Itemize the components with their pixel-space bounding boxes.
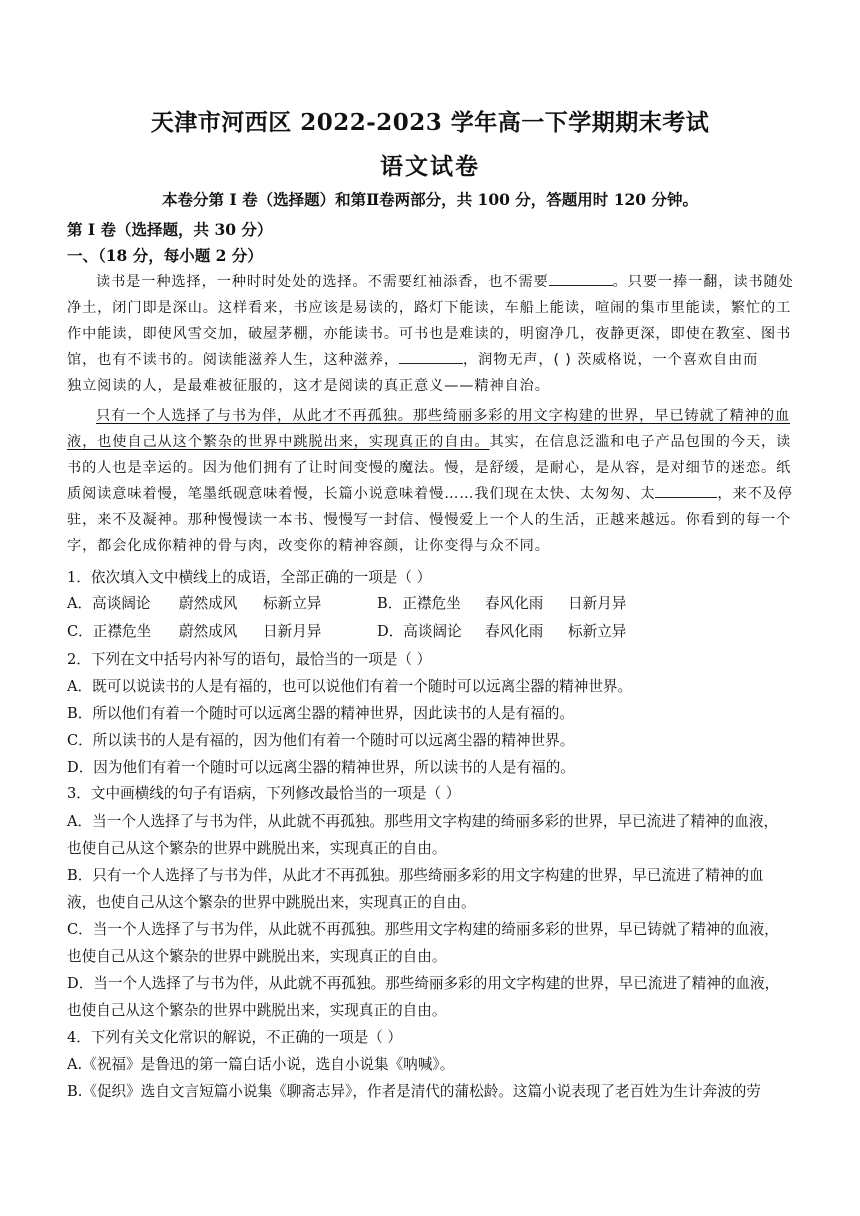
q2-option-b[interactable]: B．所以他们有着一个随时可以远离尘器的精神世界，因此读书的人是有福的。 [67,705,574,722]
q2-option-c[interactable]: C．所以读书的人是有福的，因为他们有着一个随时可以远离尘器的精神世界。 [67,732,575,749]
passage-text: 质阅读意味着慢，笔墨纸砚意味着慢，长篇小说意味着慢……我们现在太快、太匆匆、太 [67,486,656,502]
q1-option-c-term: 日新月异 [263,623,322,640]
passage-line: 书的人也是幸运的。因为他们拥有了让时间变慢的魔法。慢，是舒缓，是耐心，是从容，是对细节的迷恋。纸 [67,460,792,476]
q2-option-a[interactable]: A．既可以说读书的人是有福的，也可以说他们有着一个随时可以远离尘器的精神世界。 [67,678,633,695]
q4-option-a[interactable]: A.《祝福》是鲁迅的第一篇白话小说，选自小说集《呐喊》。 [67,1056,455,1073]
q2-option-d[interactable]: D．因为他们有着一个随时可以远离尘器的精神世界，所以读书的人是有福的。 [67,759,575,776]
passage-line [67,431,795,451]
question-stem: 4．下列有关文化常识的解说，不正确的一项是（ ） [67,1029,402,1046]
passage-line: 独立阅读的人，是最难被征服的，这才是阅读的真正意义——精神自治。 [67,378,550,394]
q3-option-a-cont: 也使自己从这个繁杂的世界中跳脱出来，实现真正的自由。 [67,840,447,857]
question-stem: 2．下列在文中括号内补写的语句，最恰当的一项是（ ） [67,651,432,668]
question-stem: 3．文中画横线的句子有语病，下列修改最恰当的一项是（ ） [67,785,461,802]
exam-title: 天津市河西区 2022-2023 学年高一下学期期末考试 [150,109,710,136]
passage-text: ，来不及停 [717,486,793,502]
passage-line: 作中能读，即使风雪交加，破屋茅棚，亦能读书。可书也是难读的，明窗净几，夜静更深，即使在教室、图书 [67,326,792,342]
passage-text: 馆，也有不读书的。阅读能滋养人生，这种滋养， [67,352,399,368]
passage-line [96,271,795,291]
q1-option-c-term: 蔚然成风 [179,623,238,640]
q3-option-b[interactable]: B．只有一个人选择了与书为伴，从此才不再孤独。那些绮丽多彩的用文字构建的世界，早已流进了精神的血 [67,867,764,884]
passage-line [67,349,795,369]
q4-option-b[interactable]: B.《促织》选自文言短篇小说集《聊斋志异》，作者是清代的蒲松龄。这篇小说表现了老百姓为生计奔波的劳 [67,1083,761,1100]
q1-option-a-term: 蔚然成风 [179,595,238,612]
underlined-sentence: 液，也使自己从这个繁杂的世界中跳脱出来，实现真正的自由。 [67,434,490,450]
q3-option-b-cont: 液，也使自己从这个繁杂的世界中跳脱出来，实现真正的自由。 [67,894,476,911]
fill-blank [655,484,717,498]
passage-line: 字，都会化成你精神的骨与肉，改变你的精神容颜，让你变得与众不同。 [67,538,550,554]
exam-instructions: 本卷分第 I 卷（选择题）和第Ⅱ卷两部分，共 100 分，答题用时 120 分钟。 [162,190,698,209]
q3-option-a[interactable]: A．当一个人选择了与书为伴，从此就不再孤独。那些用文字构建的绮丽多彩的世界，早已流进了精神的血液， [67,813,779,830]
q1-option-d-term: 春风化雨 [485,623,544,640]
passage-line [67,483,795,503]
passage-text: ，润物无声，( ) 茨威格说，一个喜欢自由而 [462,352,759,368]
q3-option-c[interactable]: C．当一个人选择了与书为伴，从此就不再孤独。那些用文字构建的绮丽多彩的世界，早已铸就了精神的血液， [67,921,779,938]
passage-text: 其实，在信息泛滥和电子产品包围的今天，读 [489,434,792,450]
q3-option-d-cont: 也使自己从这个繁杂的世界中跳脱出来，实现真正的自由。 [67,1002,447,1019]
underlined-sentence: 只有一个人选择了与书为伴，从此才不再孤独。那些绮丽多彩的用文字构建的世界，早已铸就了精神的血 [96,408,791,424]
passage-line: 驻，来不及凝神。那种慢慢读一本书、慢慢写一封信、慢慢爱上一个人的生活，正越来越远。你看到的每一个 [67,512,792,528]
q1-option-d-term: 标新立异 [568,623,627,640]
q1-option-d[interactable]: D．高谈阔论 [377,623,462,640]
q1-option-b-term: 春风化雨 [485,595,544,612]
passage-text: 读书是一种选择，一种时时处处的选择。不需要红袖添香，也不需要 [96,274,549,290]
q1-option-b-term: 日新月异 [568,595,627,612]
q1-option-a[interactable]: A．高谈阔论 [67,595,151,612]
part-heading: 第 I 卷（选择题，共 30 分） [67,220,273,239]
fill-blank [549,272,613,286]
q3-option-d[interactable]: D．当一个人选择了与书为伴，从此就不再孤独。那些绮丽多彩的用文字构建的世界，早已流进了精神的血液， [67,975,780,992]
passage-line: 净土，闭门即是深山。这样看来，书应该是易读的，路灯下能读，车船上能读，喧闹的集市里能读，繁忙的工 [67,300,792,316]
q1-option-b[interactable]: B．正襟危坐 [377,595,461,612]
passage-text: 。只要一捧一翻，读书随处 [612,274,794,290]
q1-option-a-term: 标新立异 [263,595,322,612]
question-stem: 1．依次填入文中横线上的成语，全部正确的一项是（ ） [67,569,432,586]
q3-option-c-cont: 也使自己从这个繁杂的世界中跳脱出来，实现真正的自由。 [67,948,447,965]
exam-subtitle: 语文试卷 [380,153,480,180]
q1-option-c[interactable]: C．正襟危坐 [67,623,152,640]
fill-blank [399,350,463,364]
question-group-heading: 一、（18 分，每小题 2 分） [67,246,263,265]
